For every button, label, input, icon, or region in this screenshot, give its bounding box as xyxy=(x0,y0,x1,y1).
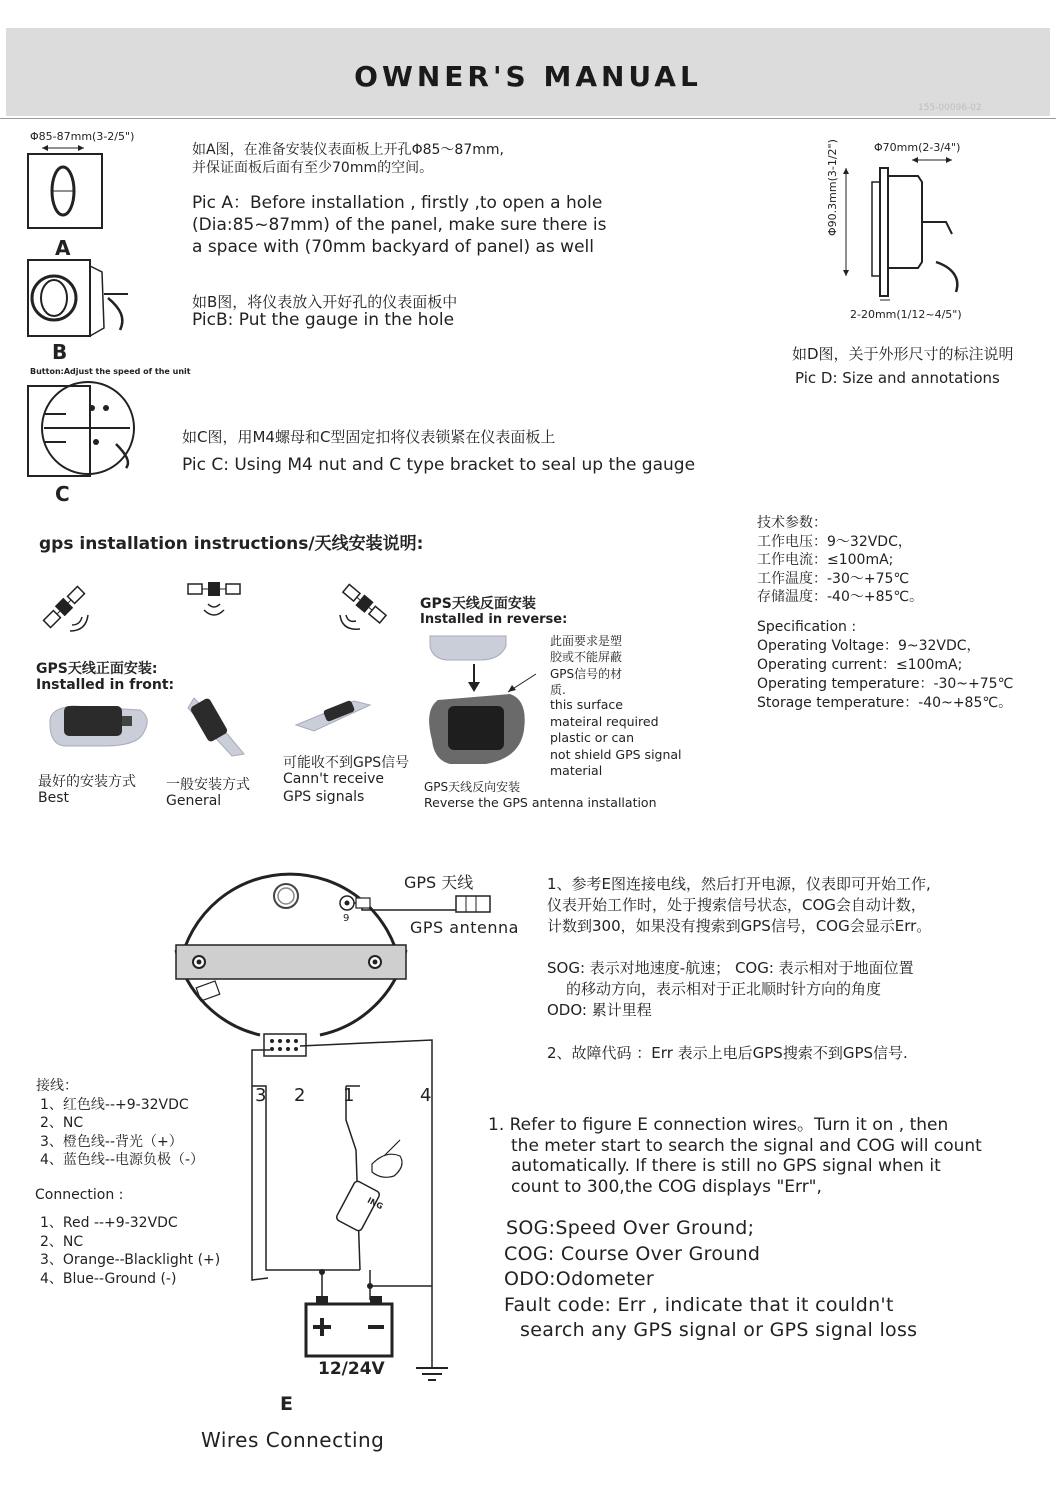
legend-cn-item: 2、NC xyxy=(40,1115,84,1131)
surface-note-cn xyxy=(550,633,622,698)
legend-en-item: 1、Red --+9-32VDC xyxy=(40,1215,178,1231)
notes-en-1-line3: automatically. If there is still no GPS signal when it xyxy=(511,1156,941,1176)
wire-3-label: 3 xyxy=(255,1085,267,1106)
fig-a xyxy=(28,140,138,240)
pic-d-cn: 如D图，关于外形尺寸的标注说明 xyxy=(792,345,1014,363)
pic-a-cn xyxy=(192,141,504,177)
pic-a-cn-line2: 并保证面板后面有至少70mm的空间。 xyxy=(192,160,434,177)
fig-b xyxy=(28,258,138,343)
notes-cn-sog-line1: SOG: 表示对地速度-航速； COG: 表示相对于地面位置 xyxy=(547,959,914,977)
page-title: OWNER'S MANUAL xyxy=(354,60,702,93)
spec-en-storage: Storage temperature：-40~+85℃。 xyxy=(757,695,1013,711)
surface-en-1: this surface xyxy=(550,697,623,712)
reverse-install-cn: GPS天线反向安装 xyxy=(424,780,521,794)
surface-cn-4: 质. xyxy=(550,682,566,697)
cannot-en-1: Cann't receive xyxy=(283,771,385,787)
satellite-icon xyxy=(186,580,248,626)
spec-en-current: Operating current：≤100mA; xyxy=(757,657,963,673)
notes-cn-odo: ODO: 累计里程 xyxy=(547,1001,652,1019)
general-en: General xyxy=(166,793,222,809)
gps-front-en: Installed in front: xyxy=(36,677,175,693)
general-cn: 一般安装方式 xyxy=(166,777,250,793)
notes-en-odo: ODO:Odometer xyxy=(504,1268,654,1290)
fig-c xyxy=(26,384,146,484)
legend-en-item: 2、NC xyxy=(40,1233,84,1250)
notes-en-1-line2: the meter start to search the signal and COG will count xyxy=(511,1135,982,1156)
figure-e-label: E xyxy=(280,1393,293,1415)
surface-en-2: mateiral required xyxy=(550,713,659,729)
spec-en-title: Specification : xyxy=(757,619,857,635)
antenna-best-illustration xyxy=(44,698,154,752)
reverse-install-illustration xyxy=(420,630,550,780)
label-c: C xyxy=(55,482,70,506)
button-note: Button:Adjust the speed of the unit xyxy=(30,367,191,376)
gps-reverse-cn: GPS天线反面安装 xyxy=(420,596,536,612)
surface-cn-3: GPS信号的材 xyxy=(550,666,623,681)
spec-en-voltage: Operating Voltage：9~32VDC， xyxy=(757,638,981,654)
pic-a-cn-line1: 如A图，在准备安装仪表面板上开孔Φ85～87mm, xyxy=(192,142,504,158)
pic-a-en-line2: (Dia:85~87mm) of the panel, make sure there is xyxy=(192,215,607,235)
cannot-en-2: GPS signals xyxy=(283,789,365,805)
legend-cn-item: 4、蓝色线--电源负极（-） xyxy=(40,1152,205,1168)
wire-2-label: 2 xyxy=(294,1085,306,1106)
surface-note-en xyxy=(550,697,682,780)
pic-c-cn: 如C图，用M4螺母和C型固定扣将仪表锁紧在仪表面板上 xyxy=(182,428,556,446)
legend-en-item: 3、Orange--Blacklight (+) xyxy=(40,1252,221,1268)
battery-label: 12/24V xyxy=(318,1359,385,1379)
label-a: A xyxy=(55,236,71,260)
dim-a-label: Φ85-87mm(3-2/5") xyxy=(30,130,135,143)
surface-en-5: material xyxy=(550,763,603,778)
ignition-label: ING xyxy=(365,1195,385,1212)
notes-cn-sog-line2: 的移动方向，表示相对于正北顺时针方向的角度 xyxy=(566,980,882,998)
spec-cn-storage: 存储温度：-40～+85℃。 xyxy=(757,589,924,605)
notes-cn-2: 2、故障代码 ：Err 表示上电后GPS搜索不到GPS信号. xyxy=(547,1044,908,1062)
antenna-port-number: 9 xyxy=(343,913,350,924)
pic-d-en: Pic D: Size and annotations xyxy=(795,369,1000,387)
wire-1-label: 1 xyxy=(343,1085,355,1106)
surface-cn-1: 此面要求是塑 xyxy=(550,634,623,648)
spec-cn xyxy=(757,514,923,607)
header-divider xyxy=(0,118,1056,119)
surface-cn-2: 胶或不能屏蔽 xyxy=(550,650,623,665)
doc-number: 155-00096-02 xyxy=(918,103,982,113)
spec-cn-voltage: 工作电压：9～32VDC， xyxy=(757,533,912,550)
figure-e-caption: Wires Connecting xyxy=(201,1428,385,1452)
spec-cn-temp: 工作温度：-30～+75℃ xyxy=(757,570,910,587)
notes-cn-sog xyxy=(547,958,914,1021)
wiring-legend-cn xyxy=(36,1077,204,1170)
pic-b-cn: 如B图，将仪表放入开好孔的仪表面板中 xyxy=(192,293,458,311)
satellite-icon xyxy=(36,585,96,637)
notes-en-cog: COG: Course Over Ground xyxy=(504,1242,761,1265)
dim-d-top: Φ70mm(2-3/4") xyxy=(874,141,961,154)
label-b: B xyxy=(52,340,68,364)
gps-section-title: gps installation instructions/天线安装说明: xyxy=(39,534,424,554)
surface-en-3: plastic or can xyxy=(550,730,635,745)
spec-en xyxy=(757,618,1013,713)
legend-cn-item: 3、橙色线--背光（+） xyxy=(40,1133,183,1150)
notes-en-terms xyxy=(504,1216,917,1344)
pic-c-en: Pic C: Using M4 nut and C type bracket to seal up the gauge xyxy=(182,455,696,475)
best-cn: 最好的安装方式 xyxy=(38,774,136,790)
spec-en-temp: Operating temperature：-30~+75℃ xyxy=(757,676,1014,692)
notes-en-fault-2: search any GPS signal or GPS signal loss xyxy=(520,1319,918,1341)
notes-en-sog: SOG:Speed Over Ground; xyxy=(506,1217,755,1239)
best-en: Best xyxy=(38,790,70,806)
satellite-icon xyxy=(334,585,396,637)
legend-en-item: 4、Blue--Ground (-) xyxy=(40,1270,177,1287)
dim-d-side: Φ90.3mm(3-1/2") xyxy=(826,139,839,236)
notes-cn-1-line1: 1、参考E图连接电线，然后打开电源，仪表即可开始工作, xyxy=(547,875,931,893)
antenna-en: GPS antenna xyxy=(410,918,519,937)
legend-cn-title: 接线： xyxy=(36,1078,78,1094)
notes-cn-1-line3: 计数到300，如果没有搜索到GPS信号，COG会显示Err。 xyxy=(547,917,932,935)
notes-en-1 xyxy=(488,1115,982,1197)
wiring-legend-en xyxy=(40,1214,220,1288)
notes-en-fault-1: Fault code: Err , indicate that it couldn't xyxy=(504,1293,894,1316)
reverse-install-en: Reverse the GPS antenna installation xyxy=(424,795,657,810)
gps-front-cn: GPS天线正面安装: xyxy=(36,661,158,677)
pic-a-en xyxy=(192,192,606,258)
spec-cn-title: 技术参数： xyxy=(757,515,827,531)
surface-en-4: not shield GPS signal xyxy=(550,746,682,762)
pic-b-en: PicB: Put the gauge in the hole xyxy=(192,310,455,330)
pic-a-en-line3: a space with (70mm backyard of panel) as well xyxy=(192,237,594,257)
pic-a-en-line1: Pic A：Before installation , firstly ,to open a hole xyxy=(192,193,603,213)
fig-d xyxy=(826,152,976,312)
legend-cn-item: 1、红色线--+9-32VDC xyxy=(40,1096,189,1113)
gps-reverse-en: Installed in reverse: xyxy=(420,612,568,627)
dim-d-bottom: 2-20mm(1/12~4/5") xyxy=(850,308,962,321)
notes-cn-1 xyxy=(547,874,931,937)
cannot-cn: 可能收不到GPS信号 xyxy=(283,755,410,771)
spec-cn-current: 工作电流：≤100mA; xyxy=(757,552,894,568)
antenna-general-illustration xyxy=(184,690,254,760)
antenna-unusable-illustration xyxy=(294,695,374,735)
legend-en-title: Connection : xyxy=(35,1187,124,1203)
notes-en-1-line4: count to 300,the COG displays "Err", xyxy=(511,1176,822,1197)
notes-cn-1-line2: 仪表开始工作时，处于搜索信号状态，COG会自动计数， xyxy=(547,896,926,914)
antenna-cn: GPS 天线 xyxy=(404,873,474,892)
notes-en-1-line1: 1. Refer to figure E connection wires。Turn it on , then xyxy=(488,1115,949,1135)
wire-4-label: 4 xyxy=(420,1085,432,1106)
